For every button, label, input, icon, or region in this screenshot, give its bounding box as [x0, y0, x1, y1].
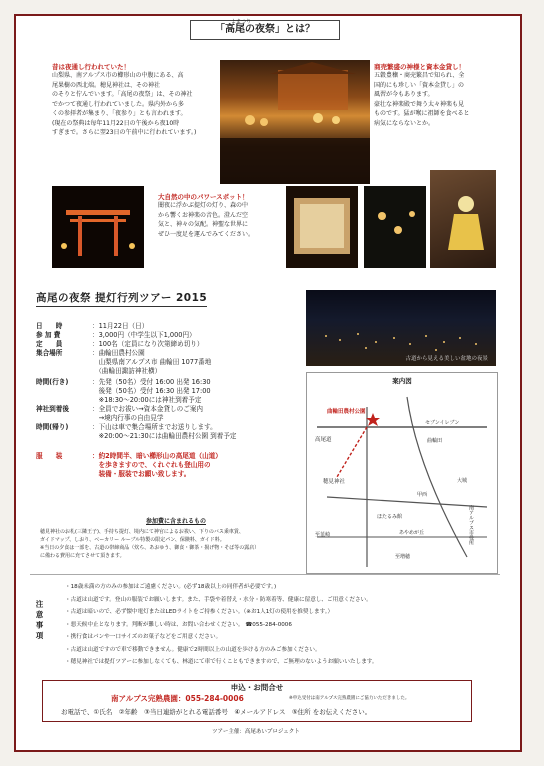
power-line: 闇夜に浮かぶ提灯の灯り、森の中 — [158, 202, 249, 209]
photo-caption: 古道から見える美しい盆地の夜景 — [405, 356, 488, 362]
clothing-line: 装備・服装でお願い致します。 — [92, 470, 191, 478]
right-block — [374, 62, 494, 128]
map-label-ayamegaoka: あやめが丘 — [399, 530, 425, 536]
clothing-line: を歩きますので、くれぐれも登山用の — [92, 461, 211, 469]
power-text — [158, 201, 290, 239]
tour-row — [36, 340, 204, 349]
tour-row-value: 山梨県南アルプス市 曲輪田 1077番地 — [92, 358, 212, 366]
tour-row-value: 後発（50名）受付 16:30 出発 17:00 — [92, 387, 211, 395]
tour-row-label: 時間(帰り) — [36, 423, 69, 431]
page-title — [190, 20, 340, 40]
lanterns-art — [364, 186, 426, 268]
intro-block — [52, 62, 218, 138]
tour-row — [36, 423, 217, 432]
tour-row-label: 日 時 — [36, 322, 63, 330]
intro-line: でかつて夜通し行われていました。県内外から多 — [52, 100, 185, 108]
intro-line: くの参拝者が集まり、「夜参り」とも言われます。 — [52, 110, 187, 117]
tour-row-label: 集合場所 — [36, 349, 63, 357]
intro-text — [52, 71, 218, 138]
included-line: ※当日の夕食は一部を、古道の帯締商品（炊ち、あおゆう、御食・御茶・揚げ物・そば等の露店） — [40, 545, 260, 551]
map-label-ogi: 大城 — [457, 478, 468, 484]
clothing-row — [36, 452, 222, 461]
tour-row — [36, 367, 161, 376]
tour-row-label: 神社到着後 — [36, 405, 69, 413]
tour-row-label: 時間(行き) — [36, 378, 69, 386]
tour-row — [36, 414, 163, 423]
intro-line: すぎまで。さらに翌23日の午前中に行われています。) — [52, 129, 197, 136]
map-label-cityhall: 南アルプス市役所 — [468, 505, 474, 545]
tour-row — [36, 349, 145, 358]
tour-row-value: ：先発（50名）受付 16:00 出発 16:30 — [92, 378, 211, 386]
right-line: 風習が今もあります。 — [374, 91, 434, 98]
power-block — [158, 192, 290, 239]
included-line: ガイドマップ、しおり、ベーカリー ルーブル特製の限定パン、保険料、ガイド料。 — [40, 537, 225, 543]
included-line: 穂見神社のお札(三隣王子)、手持ち提灯、境内にて神官によるお祓い、下りのバス乗車賃、 — [40, 529, 244, 535]
lanterns-photo — [364, 186, 426, 268]
note-item: ・穂見神社では提灯ツアーに参加しなくても、林道にて車で行くこともできますので、ご無理のないようお願いいたします。 — [65, 659, 378, 665]
organizer: ツアー主催：高尾あいプロジェクト — [212, 729, 300, 735]
note-item: ・携行食はパンや一口サイズのお菓子などをご用意ください。 — [65, 634, 222, 640]
map-label-nirasaki: 至韮崎 — [315, 532, 331, 538]
map-label-road: 高尾道 — [315, 437, 332, 443]
tour-row-label: 定 員 — [36, 340, 63, 348]
intro-line: 山梨県、南アルプス市の櫛形山の中腹にある、高 — [52, 72, 184, 79]
map-label-shrine: 穂見神社 — [323, 479, 346, 485]
map-label-park: 曲輪田農村公園 — [327, 409, 366, 415]
included-title: 参加費に含まれるもの — [146, 518, 207, 525]
right-line: 病気にならないとか。 — [374, 119, 435, 127]
torii-photo — [52, 186, 144, 268]
note-item: ・悪天候中止となります。判断が難しい時は、お問い合わせください。 ☎055-284-0006 — [65, 621, 292, 628]
contact-title: 申込・お問合せ — [230, 683, 284, 692]
map-label-kosai: 甲西 — [417, 492, 428, 498]
title-text: 「高尾の夜祭」とは？ — [215, 24, 315, 35]
tour-row-value: ：11月22日（日） — [92, 322, 149, 330]
note-item: ・18歳未満の方のみの参加はご遠慮ください。(必ず18歳以上の同伴者が必要です。) — [65, 584, 277, 590]
kagura-art — [430, 170, 496, 268]
sign-art — [286, 186, 358, 268]
clothing-row — [36, 461, 211, 470]
included-list — [40, 528, 302, 560]
tour-row — [36, 378, 211, 387]
tour-row — [36, 405, 203, 414]
right-text — [374, 71, 494, 128]
photo-art — [220, 60, 370, 184]
tour-row — [36, 387, 211, 396]
access-map — [306, 372, 498, 574]
tour-row-value: ：曲輪田農村公園 — [92, 349, 145, 357]
map-label-masuho: 至増穂 — [395, 554, 411, 560]
title-ruby: よまつり — [231, 19, 252, 25]
note-item: ・古道は山道です。登山の服装でお願いします。また、手袋や着替え・水分・防寒着等、健康に留意し、ご用意ください。 — [65, 596, 372, 603]
tour-row-value: ※18:30～20:00には神社到着予定 — [92, 396, 202, 404]
contact-note: ※申込受付は南アルプス完熟農園にご協力いただきました。 — [289, 696, 410, 701]
contact-name: 南アルプス完熟農園：055-284-0006 — [111, 694, 244, 703]
power-line: 気と、神々の気配。神聖な世界に — [158, 221, 249, 228]
tour-row-value: ：100名（定員になり次第締め切り） — [92, 340, 204, 348]
section-divider — [30, 574, 500, 575]
tour-row — [36, 358, 211, 367]
tour-row-value: ：全員でお祓い→資本金貸しのご案内 — [92, 405, 204, 413]
tour-row — [36, 331, 196, 340]
right-line: ものです。猛が喉に祖師を食べると — [374, 110, 470, 117]
right-line: 五穀豊穣・商売繁昌で知られ、全 — [374, 72, 465, 79]
tour-row-value: →境内行事の自由見学 — [92, 414, 164, 422]
tour-row — [36, 322, 148, 331]
power-line: ぜひ一度足を運んでみてください。 — [158, 230, 255, 238]
torii-art — [52, 186, 144, 268]
festival-crowd-photo — [220, 60, 370, 184]
right-line: 豪壮な神楽殿で舞う太々神楽も見 — [374, 100, 465, 108]
intro-line: 尾果樹の西北端。穂見神社は、その神社 — [52, 81, 161, 89]
tour-row — [36, 396, 201, 405]
map-label-store: セブンイレブン — [425, 420, 460, 426]
tour-row — [36, 432, 237, 441]
tour-row-value: ：下山は車で集合場所までお送りします。 — [92, 423, 217, 431]
sign-photo — [286, 186, 358, 268]
intro-line: (現在の祭典は毎年11月22日の午後から夜10時 — [52, 119, 180, 127]
kagura-photo — [430, 170, 496, 268]
contact-instructions: お電話で、①氏名 ②年齢 ③当日連絡がとれる電話番号 ④メールアドレス ⑤住所 をお伝えください。 — [61, 708, 372, 716]
clothing-label: 服 装 — [36, 452, 63, 460]
tour-row-value: ：3,000円（中学生以下1,000円） — [92, 331, 196, 339]
right-line: 国的にも珍しい「資本金貸し」の — [374, 81, 465, 89]
tour-row-value: （曲輪田諏訪神社横） — [92, 367, 162, 375]
note-item: ・古道は山道ですので車で移動できません。健康で2時間以上の山道を歩ける方のみご参加ください。 — [65, 646, 321, 653]
clothing-row — [36, 470, 190, 479]
contact-box — [42, 680, 472, 722]
note-item: ・古道は暗いので、必ず懐中電灯またはLEDライトをご持参ください。（※お1人1灯の使用を推奨します。） — [65, 609, 334, 615]
tour-title: 高尾の夜祭 提灯行列ツアー 2015 — [36, 290, 207, 307]
intro-heading: 昔は夜通し行われていた！ — [52, 63, 130, 71]
clothing-line: ：約2時間半、暗い櫛形山の高尾道（山道） — [92, 452, 222, 460]
map-label-kuruwada: 曲輪田 — [427, 438, 443, 444]
included-line: に備わる費用に充てさせて頂きます。 — [40, 553, 125, 559]
tour-row-label: 参 加 費 — [36, 331, 61, 339]
power-heading: 大自然の中のパワースポット！ — [158, 193, 249, 201]
notes-label: 注意事項 — [35, 600, 44, 642]
tour-row-value: ※20:00～21:30には曲輪田農村公園 到着予定 — [92, 432, 237, 440]
night-view-photo — [306, 290, 496, 366]
map-label-hotarumi: ほたるみ館 — [377, 514, 403, 520]
power-line: から響くお神楽の音色。澄んだ空 — [158, 211, 249, 219]
intro-line: のそりと佇んでいます。「高尾の夜祭」は、その神社 — [52, 91, 193, 98]
map-title: 案内図 — [392, 377, 412, 385]
right-heading: 商売繁盛の神様と資本金貸し！ — [374, 63, 465, 71]
